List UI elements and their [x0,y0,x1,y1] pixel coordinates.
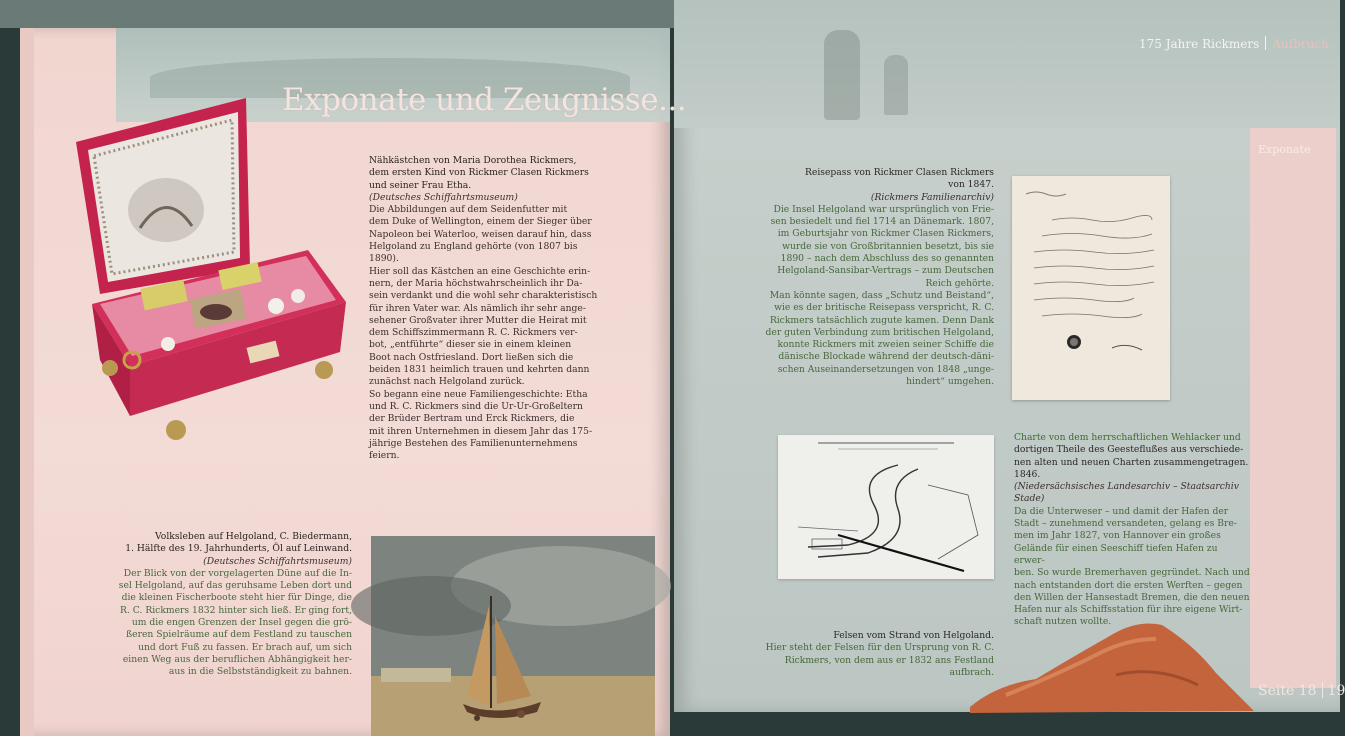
caption-body [112,568,352,679]
body-line: beiden 1831 heimlich trauen und kehrten dann [369,364,590,376]
volksleben-caption [112,531,352,679]
body-line: mit ihren Unternehmen in diesem Jahr das 175- [369,425,593,437]
side-column [1250,128,1336,688]
body-line: Helgoland-Sansibar-Vertrags – zum Deutschen [777,265,994,277]
caption-source: Stade) [1014,493,1045,505]
body-line: schaft nutzen wollte. [1014,616,1112,628]
band-figure [824,30,860,120]
body-line: Die Insel Helgoland war ursprünglich von Frie- [773,203,994,215]
body-line: den Willen der Hansestadt Bremen, die den neuen [1014,591,1250,603]
page-title: Exponate und Zeugnisse... [282,82,687,118]
header-band-right [674,0,1340,128]
body-line: sein verdankt und die wohl sehr charakteristisch [369,290,598,302]
body-line: 1890). [369,253,399,265]
body-line: Rickmers, von dem aus er 1832 ans Festland aufbrach. [784,654,994,678]
body-line: 1890 – nach dem Abschluss des so genannten [780,253,994,265]
body-line: bot, „entführte“ dieser sie in einem kleinen [369,339,572,351]
body-line: Stadt – zunehmend versandeten, gelang es Bre- [1014,518,1237,530]
body-line: hindert“ umgehen. [906,376,994,388]
body-line: aus in die Selbstständigkeit zu bahnen. [168,666,352,678]
body-line: Hier soll das Kästchen an eine Geschichte erin- [369,265,591,277]
body-line: um die engen Grenzen der Insel gegen die grö- [131,617,352,629]
caption-title: Felsen vom Strand von Helgoland. [833,630,994,641]
caption-title-line: Volksleben auf Helgoland, C. Biedermann, [155,531,352,542]
body-line: Napoleon bei Waterloo, weisen darauf hin, dass [369,228,592,240]
passport-caption [748,167,994,388]
caption-source: (Deutsches Schiffahrtsmuseum) [203,555,352,567]
body-line: Gelände für einen Seeschiff tiefen Hafen zu erwer- [1014,542,1218,566]
body-line: men im Jahr 1827, von Hannover ein großes [1014,530,1221,542]
caption-title-line: 1846. [1014,468,1041,480]
body-line: nern, der Maria höchstwahrscheinlich ihr Da- [369,277,583,289]
caption-title-line: dortigen Theile des Geesteflußes aus verschiede- [1014,444,1244,456]
body-line: ben. So wurde Bremerhaven gegründet. Nach und [1014,567,1250,579]
caption-title-line: Nähkästchen von Maria Dorothea Rickmers, [369,155,577,166]
page-number-right: 19 [1327,683,1345,699]
caption-body [1014,506,1250,629]
page-numbers [1258,682,1345,699]
body-line: Rickmers tatsächlich zugute kamen. Denn Dank [769,314,994,326]
body-line: Helgoland zu England gehörte (von 1807 bis [369,241,578,253]
folio-divider [1322,682,1323,698]
body-line: Boot nach Ostfriesland. Dort ließen sich die [369,351,574,363]
body-line: und R. C. Rickmers sind die Ur-Ur-Großeltern [369,400,583,412]
caption-title-line: nen alten und neuen Charten zusammengetragen. [1014,456,1249,468]
body-line: Reich gehörte. [925,277,994,289]
caption-source: (Rickmers Familienarchiv) [870,191,994,203]
caption-title-line: dem ersten Kind von Rickmer Clasen Rickmers [369,167,589,179]
body-line: konnte Rickmers mit zweien seiner Schiffe die [777,339,994,351]
passport-photo [1012,176,1170,400]
body-line: wurde sie von Großbritannien besetzt, bis sie [782,240,994,252]
header-title: 175 Jahre Rickmers [1139,37,1260,51]
body-line: dänische Blockade während der deutsch-däni- [778,351,994,363]
sewing-box-photo [70,98,352,446]
body-line: Hier steht der Felsen für den Ursprung von R. C. [765,642,994,654]
page-edge [20,28,34,736]
body-line: sen besiedelt und fiel 1714 an Dänemark. 1807, [770,216,994,228]
caption-source: (Deutsches Schiffahrtsmuseum) [369,191,518,203]
caption-body [748,204,994,388]
body-line: für ihren Vater war. Als nämlich ihr sehr ange- [369,302,586,314]
body-line: feiern. [369,450,400,462]
page-number-left: Seite 18 [1258,683,1317,699]
body-line: einen Weg aus der beruflichen Abhängigkeit her- [122,653,352,665]
body-line: zunächst nach Helgoland zurück. [369,376,525,388]
body-line: ßeren Spielräume auf dem Festland zu tauschen [126,629,352,641]
caption-title-line: Charte von dem herrschaftlichen Wehlacker und [1014,432,1241,443]
map-photo [778,435,994,579]
caption-source: (Niedersächsisches Landesarchiv – Staatsarchiv [1014,481,1239,493]
caption-title-line: Reisepass von Rickmer Clasen Rickmers [804,167,994,178]
body-line: und dort Fuß zu fassen. Er brach auf, um sich [138,641,352,653]
body-line: sel Helgoland, auf das geruhsame Leben dort und [118,580,352,592]
charte-caption [1014,432,1250,629]
body-line: die kleinen Fischerboote steht hier für Dinge, die [121,592,352,604]
body-line: im Geburtsjahr von Rickmer Clasen Rickmers, [777,228,994,240]
caption-body [369,204,609,462]
caption-title-line: von 1847. [948,179,994,191]
body-line: dem Duke of Wellington, einem der Sieger über [369,216,592,228]
caption-body [740,642,994,679]
running-header [1139,36,1329,51]
felsen-caption [740,630,994,679]
body-line: R. C. Rickmers 1832 hinter sich ließ. Er ging fort, [120,604,352,616]
body-line: Der Blick von der vorgelagerten Düne auf die In- [123,567,352,579]
caption-title-line: und seiner Frau Etha. [369,179,472,191]
body-line: dem Schiffszimmermann R. C. Rickmers ver- [369,327,578,339]
band-figure-small [884,55,908,115]
body-line: nach entstanden dort die ersten Werften – gegen [1014,579,1243,591]
body-line: der guten Verbindung zum britischen Helgoland, [765,326,994,338]
body-line: So begann eine neue Familiengeschichte: Etha [369,388,588,400]
body-line: Man könnte sagen, dass „Schutz und Beistand“, [769,289,994,301]
rock-photo [966,615,1258,715]
header-divider [1265,36,1266,50]
sewing-box-caption [369,155,609,462]
body-line: Die Abbildungen auf dem Seidenfutter mit [369,204,568,216]
painting-photo [371,536,655,736]
header-section: Aufbruch [1272,37,1329,51]
body-line: schen Auseinandersetzungen von 1848 „unge- [777,363,994,375]
side-label: Exponate [1258,143,1311,156]
body-line: jährige Bestehen des Familienunternehmens [369,437,578,449]
body-line: Hafen nur als Schiffsstation für ihre eigene Wirt- [1014,604,1243,616]
body-line: wie es der britische Reisepass verspricht, R. C. [774,302,994,314]
body-line: sehener Großvater ihrer Mutter die Heirat mit [369,314,587,326]
body-line: Da die Unterweser – und damit der Hafen der [1014,505,1229,517]
body-line: der Brüder Bertram und Erck Rickmers, die [369,413,575,425]
caption-title-line: 1. Hälfte des 19. Jahrhunderts, Öl auf Leinwand. [125,543,352,555]
